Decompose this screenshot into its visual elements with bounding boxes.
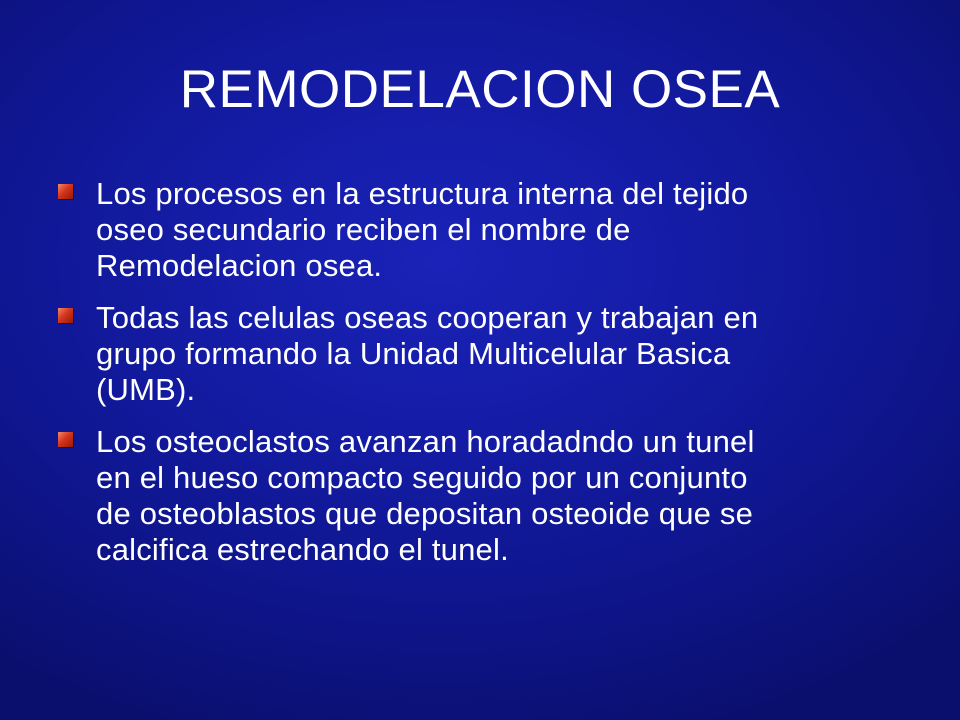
bullet-list	[58, 176, 898, 584]
bullet-line: Los osteoclastos avanzan horadadndo un tunel	[96, 424, 755, 459]
square-bullet-icon	[58, 184, 73, 199]
bullet-item	[58, 176, 898, 284]
square-bullet-icon	[58, 308, 73, 323]
bullet-line: Remodelacion osea.	[96, 248, 383, 283]
bullet-line: Los procesos en la estructura interna del tejido	[96, 176, 749, 211]
slide-title: REMODELACION OSEA	[179, 60, 781, 119]
bullet-line: oseo secundario reciben el nombre de	[96, 212, 631, 247]
bullet-line: de osteoblastos que depositan osteoide que se	[96, 496, 754, 531]
bullet-line: Todas las celulas oseas cooperan y trabajan en	[96, 300, 759, 335]
bullet-line: en el hueso compacto seguido por un conjunto	[96, 460, 748, 495]
square-bullet-icon	[58, 432, 73, 447]
bullet-item	[58, 424, 898, 568]
bullet-line: (UMB).	[96, 372, 196, 407]
bullet-item	[58, 300, 898, 408]
bullet-line: grupo formando la Unidad Multicelular Basica	[96, 336, 731, 371]
bullet-line: calcifica estrechando el tunel.	[96, 532, 509, 567]
